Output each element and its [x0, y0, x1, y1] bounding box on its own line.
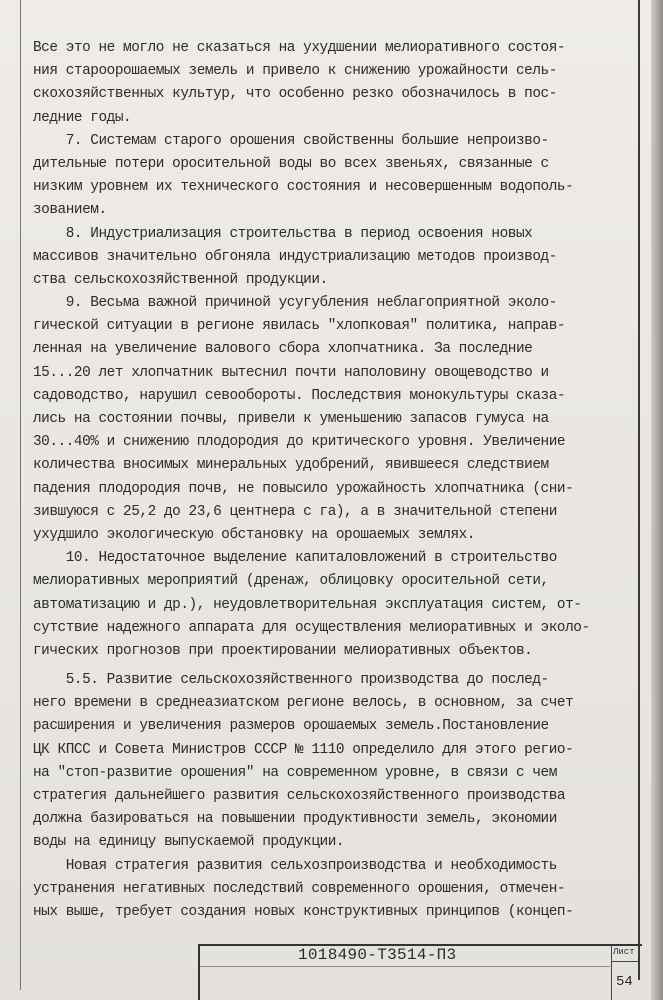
title-block-divider: [200, 966, 610, 967]
text-line: зованием.: [33, 202, 107, 219]
text-line: низким уровнем их технического состояния и несовершенным водополь-: [33, 179, 574, 196]
text-line: зившуюся с 25,2 до 23,6 центнера с га), а в значительной степени: [33, 503, 557, 520]
text-line: ных выше, требует создания новых конструктивных принципов (концеп-: [33, 903, 574, 920]
paragraph: [33, 292, 633, 547]
document-code: 1018490-Т3514-П3: [298, 946, 457, 964]
sheet-label: Лист: [613, 947, 635, 957]
page-edge: [651, 0, 663, 1000]
text-line: сутствие надежного аппарата для осуществления мелиоративных и эколо-: [33, 619, 590, 636]
text-line: ухудшило экологическую обстановку на орошаемых землях.: [33, 526, 476, 543]
text-line: 8. Индустриализация строительства в период освоения новых: [33, 225, 533, 242]
text-line: ЦК КПСС и Совета Министров СССР № 1110 определило для этого регио-: [33, 741, 574, 758]
sheet-divider: [611, 961, 638, 962]
text-line: 9. Весьма важной причиной усугубления неблагоприятной эколо-: [33, 295, 557, 312]
text-line: ства сельскохозяйственной продукции.: [33, 271, 328, 288]
text-line: Новая стратегия развития сельхозпроизводства и необходимость: [33, 857, 557, 874]
text-line: на "стоп-развитие орошения" на современном уровне, в связи с чем: [33, 764, 557, 781]
text-line: ленная на увеличение валового сбора хлопчатника. За последние: [33, 341, 533, 358]
text-line: падения плодородия почв, не повысило урожайность хлопчатника (сни-: [33, 480, 574, 497]
text-line: садоводство, нарушил севообороты. Последствия монокультуры сказа-: [33, 387, 566, 404]
frame-left-border: [20, 0, 21, 990]
text-line: лись на состоянии почвы, привели к уменьшению запасов гумуса на: [33, 411, 549, 427]
text-line: 5.5. Развитие сельскохозяйственного производства до послед-: [33, 672, 549, 689]
text-line: 10. Недостаточное выделение капиталовложений в строительство: [33, 550, 557, 567]
text-line: него времени в среднеазиатском регионе велось, в основном, за счет: [33, 695, 574, 712]
text-line: ледние годы.: [33, 109, 132, 126]
paragraph: [33, 669, 633, 855]
paragraph: [33, 130, 633, 223]
paragraph: [33, 223, 633, 293]
text-line: 30...40% и снижению плодородия до критического уровня. Увеличение: [33, 434, 566, 451]
sheet-number: 54: [616, 974, 633, 990]
text-line: Все это не могло не сказаться на ухудшении мелиоративного состоя-: [33, 40, 566, 56]
text-line: гических прогнозов при проектировании мелиоративных объектов.: [33, 642, 533, 659]
text-line: количества вносимых минеральных удобрений, явившееся следствием: [33, 457, 549, 474]
text-line: стратегия дальнейшего развития сельскохозяйственного производства: [33, 788, 566, 804]
frame-right-border: [638, 0, 640, 980]
text-line: ния староорошаемых земель и привело к снижению урожайности сель-: [33, 63, 557, 80]
text-line: мелиоративных мероприятий (дренаж, облицовку оросительной сети,: [33, 573, 549, 590]
text-line: воды на единицу выпускаемой продукции.: [33, 834, 345, 851]
paragraph: [33, 37, 633, 130]
text-line: 15...20 лет хлопчатник вытеснил почти наполовину овощеводство и: [33, 364, 549, 381]
text-line: расширения и увеличения размеров орошаемых земель.Постановление: [33, 718, 549, 735]
text-line: должна базироваться на повышении продуктивности земель, экономии: [33, 811, 557, 828]
document-body: [33, 37, 633, 924]
text-line: дительные потери оросительной воды во всех звеньях, связанные с: [33, 155, 549, 172]
paragraph: [33, 855, 633, 925]
text-line: автоматизацию и др.), неудовлетворительная эксплуатация систем, от-: [33, 596, 582, 613]
paragraph: [33, 547, 633, 663]
text-line: 7. Системам старого орошения свойственны большие непроизво-: [33, 132, 549, 149]
text-line: скохозяйственных культур, что особенно резко обозначилось в пос-: [33, 86, 557, 103]
text-line: массивов значительно обгоняла индустриализацию методов производ-: [33, 248, 557, 265]
text-line: гической ситуации в регионе явилась "хлопковая" политика, направ-: [33, 318, 566, 335]
text-line: устранения негативных последствий современного орошения, отмечен-: [33, 880, 566, 897]
